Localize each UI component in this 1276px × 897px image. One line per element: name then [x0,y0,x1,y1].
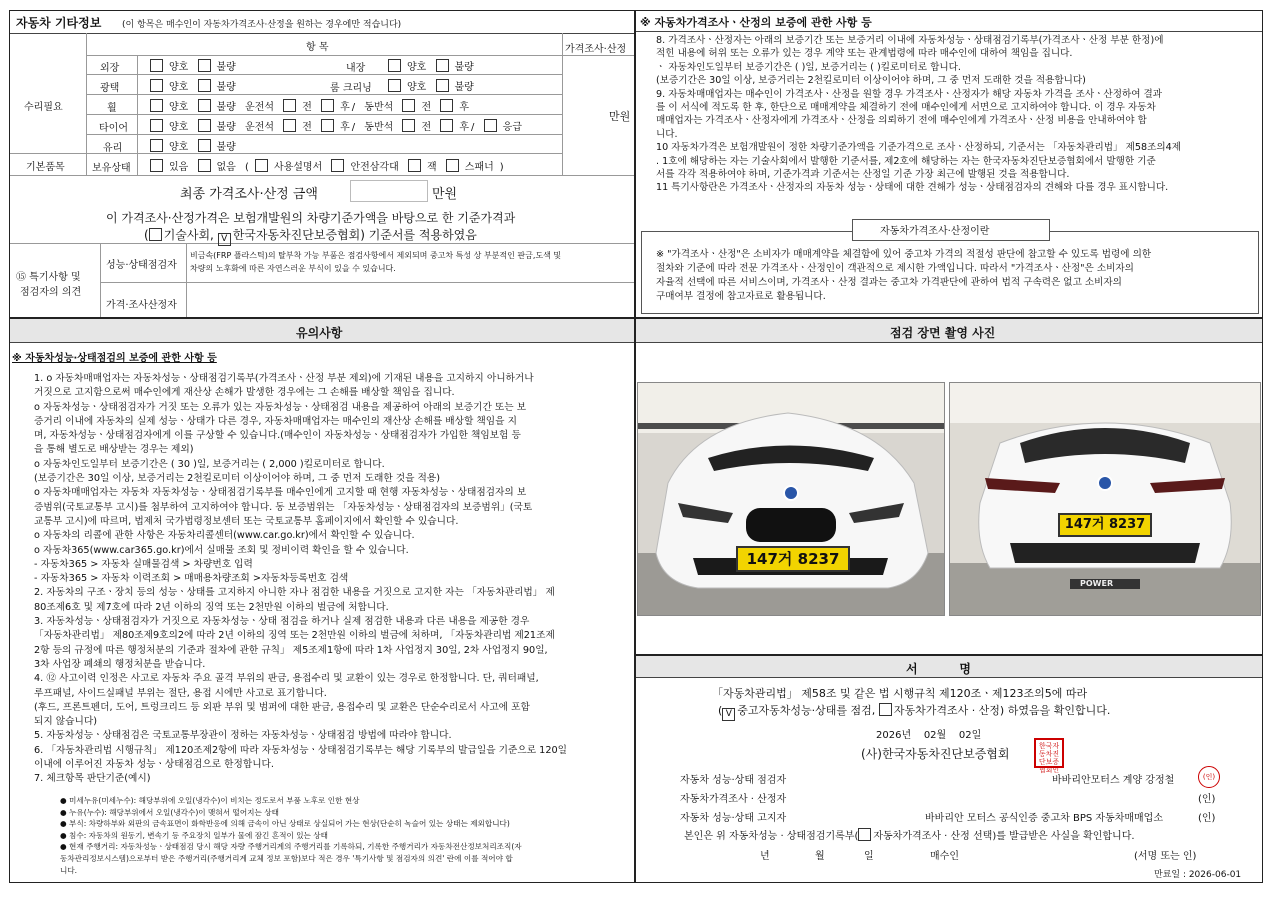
price-definition-text: ※ "가격조사ㆍ산정"은 소비자가 매매계약을 체결함에 있어 중고차 가격의 적절성 판단에 참고할 수 있도록 법령에 의한 절차와 기준에 따라 전문 가격조사ㆍ산정인이 객관적으로 제시한 가액입니다. 따라서 "가격조사ㆍ산정"은 소비자의 자율적 선택에 따른 서비스이며, 가격조사ㆍ산정 결과는 중고차 가격판단에 관하여 법적 구속력은 없고 소비자의 구매여부 결정에 참고자료로 활용됩니다. [656,249,1152,302]
passenger-side-label: 동반석 [364,122,394,133]
front-label: 전 [302,122,312,133]
exterior-bad-checkbox[interactable] [198,59,211,72]
repair-needed-label: 수리필요 [24,102,63,113]
price-definition-title: 자동차가격조사·산정이란 [880,226,990,237]
price-check-checkbox[interactable] [879,703,892,716]
rear-car-photo [949,382,1261,616]
exterior-good-checkbox[interactable] [150,59,163,72]
jack-checkbox[interactable] [408,159,421,172]
gloss-options [150,78,242,93]
none-label: 없음 [216,162,236,173]
performance-check-label: 중고자동차성능·상태를 점검, [737,704,876,717]
signature-header: 서 명 [906,662,971,676]
room-clean-options [388,78,480,93]
basis-line-1: 이 가격조사·산정가격은 보험개발원의 차량기준가액을 바탕으로 한 기준가격과 [106,211,516,225]
issue-date: 2026년 02월 02일 [876,730,982,741]
kadwa-label: 한국자동차진단보증협회 [232,228,361,242]
bad-label: 불량 [216,142,236,153]
good-label: 양호 [169,102,189,113]
rear-label: 후 [340,102,350,113]
exterior-options [150,58,242,73]
bad-label: 불량 [216,102,236,113]
interior-good-checkbox[interactable] [388,59,401,72]
good-label: 양호 [169,122,189,133]
triangle-label: 안전삼각대 [350,162,399,173]
interior-bad-checkbox[interactable] [436,59,449,72]
bad-label: 불량 [216,82,236,93]
have-checkbox[interactable] [150,159,163,172]
inspector-name: 바바리안모터스 계양 강정철 [1052,775,1175,786]
tire-driver-rear-checkbox[interactable] [321,119,334,132]
good-label: 양호 [407,82,427,93]
wheel-driver-rear-checkbox[interactable] [321,99,334,112]
rear-label: 후 [459,102,469,113]
final-price-input[interactable] [350,180,428,202]
none-checkbox[interactable] [198,159,211,172]
interior-options [388,58,480,73]
driver-side-label: 운전석 [245,122,275,133]
engineer-society-checkbox[interactable] [149,228,162,241]
other-info-subtitle: (이 항목은 매수인이 자동차가격조사·산정을 원하는 경우에만 적습니다) [122,20,402,30]
lift-brand-label: POWER [1080,579,1114,588]
perf-inspector-note-2: 차량의 노후화에 따른 자연스러운 부식이 있을 수 있습니다. [190,264,396,273]
tire-good-checkbox[interactable] [150,119,163,132]
photos-header: 점검 장면 촬영 사진 [890,326,996,340]
wheel-good-checkbox[interactable] [150,99,163,112]
bad-label: 불량 [454,82,474,93]
inspector-label: 자동차 성능·상태 점검자 [680,775,787,786]
engineer-society-label: 기술사회, [163,228,214,242]
manual-label: 사용설명서 [273,162,323,173]
price-guarantee-title: ※ 자동차가격조사ㆍ산정의 보증에 관한 사항 등 [640,16,872,29]
organization-seal: 한국자동차진단보증협회인 [1034,738,1064,768]
buyer-label: 매수인 [930,851,959,862]
final-price-unit: 만원 [432,187,458,202]
front-license-plate: 147거 8237 [736,546,850,572]
tire-bad-checkbox[interactable] [198,119,211,132]
front-label: 전 [421,102,432,113]
wheel-passenger-rear-checkbox[interactable] [440,99,453,112]
bad-label: 불량 [216,62,236,73]
jack-label: 잭 [426,162,437,173]
front-label: 전 [421,122,432,133]
spanner-checkbox[interactable] [446,159,459,172]
gloss-good-checkbox[interactable] [150,79,163,92]
triangle-checkbox[interactable] [331,159,344,172]
buyer-day: 일 [864,851,874,862]
good-label: 양호 [169,82,189,93]
spanner-label: 스패너 [464,162,494,173]
price-guarantee-items: 8. 가격조사ㆍ산정자는 아래의 보증기간 또는 보증거리 이내에 자동차성능ㆍ상태점검기록부(가격조사ㆍ산정 부분 한정)에 적힌 내용에 허위 또는 오류가 있는 경우 계약 또는 관계법령에 따라 매수인에 대하여 책임을 집니다. ㆍ 자동차인도일부터 보증기간은 ( )일, 보증거리는 ( )킬로미터로 합니다. (보증기간은 30일 이상, 보증거리는 2천킬로미터 이상이어야 하며, 그 중 먼저 도래한 것을 적용합니다) 9. 자동차매매업자는 매수인이 가격조사ㆍ산정을 원할 경우 가격조사ㆍ산정자가 해당 자동차 가격을 조사ㆍ산정하여 결과 를 이 서식에 적도록 한 후, 한단으로 매매계약을 체결하기 전에 매수인에게 서면으로 고지하여야 합니다. 이 경우 자동차 매매업자는 가격조사ㆍ산정자에게 가격조사ㆍ산정을 의뢰하기 전에 매수인에게 가격조사ㆍ산정 비용을 안내하여야 합 니다. 10 자동차가격은 보험개발원이 정한 차량기준가액을 기준가격으로 조사ㆍ산정하되, 기준서는 「자동차관리법」 제58조의4제 . 1호에 해당하는 자는 기술사회에서 발행한 기준서를, 제2호에 해당하는 자는 한국자동차진단보증협회에서 발행한 기준 서를 각각 적용하여야 하며, 기준가격과 기준서는 산정일 기준 가장 최근에 발행된 것을 적용합니다. 11 특기사항란은 가격조사ㆍ산정자의 자동차 성능ㆍ상태에 대한 견해가 성능ㆍ상태점검자의 견해와 다를 경우 표시합니다. [656,35,1182,194]
have-label: 있음 [169,162,189,173]
driver-side-label: 운전석 [245,102,275,113]
buyer-confirm-line [684,827,1135,842]
assessor-label: 자동차가격조사 · 산정자 [680,794,787,805]
buyer-confirm-prefix: 본인은 위 자동차성능 · 상태점검기록부( [684,831,859,842]
law-basis-line: 「자동차관리법」 제58조 및 같은 법 시행규칙 제120조ㆍ제123조의5에 따라 [712,687,1088,700]
price-check-label: 자동차가격조사 · 산정) 하였음을 확인합니다. [893,704,1111,717]
good-label: 양호 [169,142,189,153]
spare-label: 응급 [502,122,522,133]
holding-options: 있음 없음 ( 사용설명서 안전삼각대 잭 스패너 ) [150,158,510,173]
bad-label: 불량 [216,122,236,133]
room-clean-good-checkbox[interactable] [388,79,401,92]
buyer-month: 월 [815,851,825,862]
front-label: 전 [302,102,312,113]
notes-criteria-list: ● 미세누유(미세누수): 해당부위에 오일(냉각수)이 비치는 정도로서 부품 노후로 인한 현상 ● 누유(누수): 해당부위에서 오일(냉각수)이 맺혀서 떨어지는 상태 ● 부식: 차량하부와 외판의 금속표면이 화학반응에 의해 금속이 아닌 상태로 상실되어 가는 현상(단순히 녹슬어 있는 상태는 제외합니다) ● 침수: 자동차의 원동기, 변속기 등 주요장치 일부가 물에 잠긴 흔적이 있는 상태 ● 현재 주행거리: 자동차성능ㆍ상태점검 당시 해당 자량 주행거리계의 주행거리를 기록하되, 기록한 주행거리가 자동차전산정보처리조직(자 동차관리정보시스템)으로부터 받은 주행거리(주행거리계 교체 정보 포함)보다 적은 경우 '특기사항 및 점검자의 의견' 란에 이를 적어야 합 니다. [60,796,522,875]
tire-spare-checkbox[interactable] [484,119,497,132]
room-clean-label: 룸 크리닝 [330,83,372,94]
price-column-header: 가격조사·산정 [565,44,627,55]
glass-label: 유리 [103,143,123,154]
basic-items-label: 기본품목 [26,162,65,173]
room-clean-bad-checkbox[interactable] [436,79,449,92]
tire-passenger-front-checkbox[interactable] [402,119,415,132]
tire-label: 타이어 [99,123,128,134]
notifier-seal: (인) [1198,813,1216,824]
buyer-price-checkbox[interactable] [858,828,871,841]
interior-label: 내장 [346,63,366,74]
manual-checkbox[interactable] [255,159,268,172]
buyer-year: 년 [760,851,770,862]
notes-subtitle: ※ 자동차성능·상태점검의 보증에 관한 사항 등 [12,353,217,364]
special-label-1: ⑮ 특기사항 및 [16,272,81,283]
buyer-sign-field[interactable]: (서명 또는 인) [1134,851,1197,862]
perf-inspector-note-1: 비금속(FRP 플라스틱)의 탈부착 가능 부품은 점검사항에서 제외되며 중고차 특성 상 부분적인 판금,도색 및 [190,251,562,260]
confirm-line: ( V 중고자동차성능·상태를 점검, 자동차가격조사 · 산정) 하였음을 확인합니다. [718,704,1111,719]
buyer-confirm-suffix: 자동차가격조사 · 산정 선택)를 발급받은 사실을 확인합니다. [873,831,1135,842]
wheel-bad-checkbox[interactable] [198,99,211,112]
exterior-label: 외장 [100,63,120,74]
tire-options: 양호 불량 운전석 전 후 / 동반석 전 후 / 응급 [150,118,528,133]
basis-tail: ) 기준서를 적용하였음 [360,228,477,242]
holding-label: 보유상태 [92,163,131,174]
tire-passenger-rear-checkbox[interactable] [440,119,453,132]
wheel-options: 양호 불량 운전석 전 후 / 동반석 전 후 [150,98,475,113]
assessor-seal: (인) [1198,794,1216,805]
tire-driver-front-checkbox[interactable] [283,119,296,132]
glass-options [150,138,242,153]
good-label: 양호 [169,62,189,73]
notes-body: 1. o 자동차매매업자는 자동차성능ㆍ상태점검기록부(가격조사ㆍ산정 부분 제외)에 기재된 내용을 고지하지 아니하거나 거짓으로 고지함으로써 매수인에게 재산상 손해가 발생한 경우에는 그 손해를 배상할 책임을 집니다. o 자동차성능ㆍ상태점검자가 거짓 또는 오류가 있는 자동차성능ㆍ상태점검 내용을 제공하여 아래의 보증기간 또는 보 증거리 이내에 자동차의 실제 성능ㆍ상태가 다른 경우, 자동차매매업자는 매수인의 재산상 손해를 배상할 책임을 지 며, 자동차성능ㆍ상태점검자에게 이를 구상할 수 있습니다.(매수인이 자동차성능ㆍ상태점검자가 가입한 책임보험 등 을 통해 별도로 배상받는 경우는 제외) o 자동차인도일부터 보증기간은 ( 30 )일, 보증거리는 ( 2,000 )킬로미터로 합니다. (보증기간은 30일 이상, 보증거리는 2천킬로미터 이상이어야 하며, 그 중 먼저 도래한 것을 적용) o 자동차매매업자는 자동차 자동차성능ㆍ상태점검기록부를 매수인에게 고지할 때 현행 자동차성능ㆍ상태점검자의 보 증범위(국토교통부 고시)를 첨부하여 고지하여야 합니다. 동 보증범위는 「자동차성능ㆍ상태점검자의 보증범위」(국토 교통부 고시)에 따르며, 법제처 국가법령정보센터 또는 국토교통부 홈페이지에서 확인할 수 있습니다. o 자동차의 리콜에 관한 사항은 자동차리콜센터(www.car.go.kr)에서 확인할 수 있습니다. o 자동차365(www.car365.go.kr)에서 실매물 조회 및 정비이력 확인을 할 수 있습니다. - 자동차365 > 자동차 실매물검색 > 차량번호 입력 - 자동차365 > 자동차 이력조회 > 매매용차량조회 >자동차등록번호 검색 2. 자동차의 구조ㆍ장치 등의 성능ㆍ상태를 고지하지 아니한 자나 점검한 내용을 거짓으로 고지한 자는 「자동차관리법」 제 80조제6호 및 제7호에 따라 2년 이하의 징역 또는 2천만원 이하의 벌금에 처합니다. 3. 자동차성능ㆍ상태점검자가 거짓으로 자동차성능ㆍ상태 점검을 하거나 실제 점검한 내용과 다른 내용을 제공한 경우 「자동차관리법」 제80조제9호의2에 따라 2년 이하의 징역 또는 2천만원 이하의 벌금에 처하며, 「자동차관리법 제21조제 2항 등의 규정에 따른 행정처분의 기준과 절차에 관한 규칙」 제5조제1항에 따라 1차 사업정지 30일, 2차 사업정지 90일, 3차 사업장 폐쇄의 행정처분을 받습니다. 4. ⑫ 사고이력 인정은 사고로 자동차 주요 골격 부위의 판금, 용접수리 및 교환이 있는 경우로 한정합니다. 단, 쿼터패널, 루프패널, 사이드실패널 부위는 절단, 용접 시에만 사고로 표기합니다. (후드, 프론트펜더, 도어, 트렁크리드 등 외판 부위 및 범퍼에 대한 판금, 용접수리 및 교환은 단순수리로서 사고에 포함 되지 않습니다) 5. 자동차성능ㆍ상태점검은 국토교통부장관이 정하는 자동차성능ㆍ상태점검 방법에 따라야 합니다. 6. 「자동차관리법 시행규칙」 제120조제2항에 따라 자동차성능ㆍ상태점검기록부는 해당 기록부의 발급일을 기준으로 120일 이내에 이루어진 자동차 성능ㆍ상태점검으로 한정합니다. 7. 체크항목 판단기준(예시) [34,373,568,785]
final-price-label: 최종 가격조사·산정 금액 [180,187,318,202]
rear-label: 후 [340,122,350,133]
basis-line-2: ( 기술사회, V 한국자동차진단보증협회) 기준서를 적용하였음 [144,228,477,244]
issuing-organization: (사)한국자동차진단보증협회 [861,747,1010,761]
price-unit: 만원 [609,110,631,123]
special-label-2: 점검자의 의견 [20,287,82,298]
passenger-side-label: 동반석 [364,102,394,113]
rear-license-plate: 147거 8237 [1058,513,1152,537]
inspector-stamp-mark: (인) [1198,766,1220,788]
rear-label: 후 [459,122,469,133]
performance-check-checkbox[interactable]: V [722,708,735,721]
glass-good-checkbox[interactable] [150,139,163,152]
notes-header: 유의사항 [296,326,343,340]
wheel-label: 휠 [107,103,117,114]
good-label: 양호 [407,62,427,73]
bad-label: 불량 [454,62,474,73]
glass-bad-checkbox[interactable] [198,139,211,152]
gloss-label: 광택 [100,83,120,94]
gloss-bad-checkbox[interactable] [198,79,211,92]
notifier-label: 자동차 성능·상태 고지자 [680,813,787,824]
other-info-title: 자동차 기타정보 [16,16,102,30]
items-column-header: 항 목 [306,42,329,53]
front-car-photo [637,382,945,616]
price-assessor-label: 가격·조사산정자 [106,300,177,311]
expiry-date: 만료일 : 2026-06-01 [1154,870,1242,880]
wheel-passenger-front-checkbox[interactable] [402,99,415,112]
perf-inspector-label: 성능·상태점검자 [106,260,177,271]
notifier-name: 바바리안 모터스 공식인증 중고차 BPS 자동차매매업소 [925,813,1163,824]
wheel-driver-front-checkbox[interactable] [283,99,296,112]
kadwa-checkbox[interactable]: V [218,233,231,246]
front-car-illustration [638,383,944,615]
